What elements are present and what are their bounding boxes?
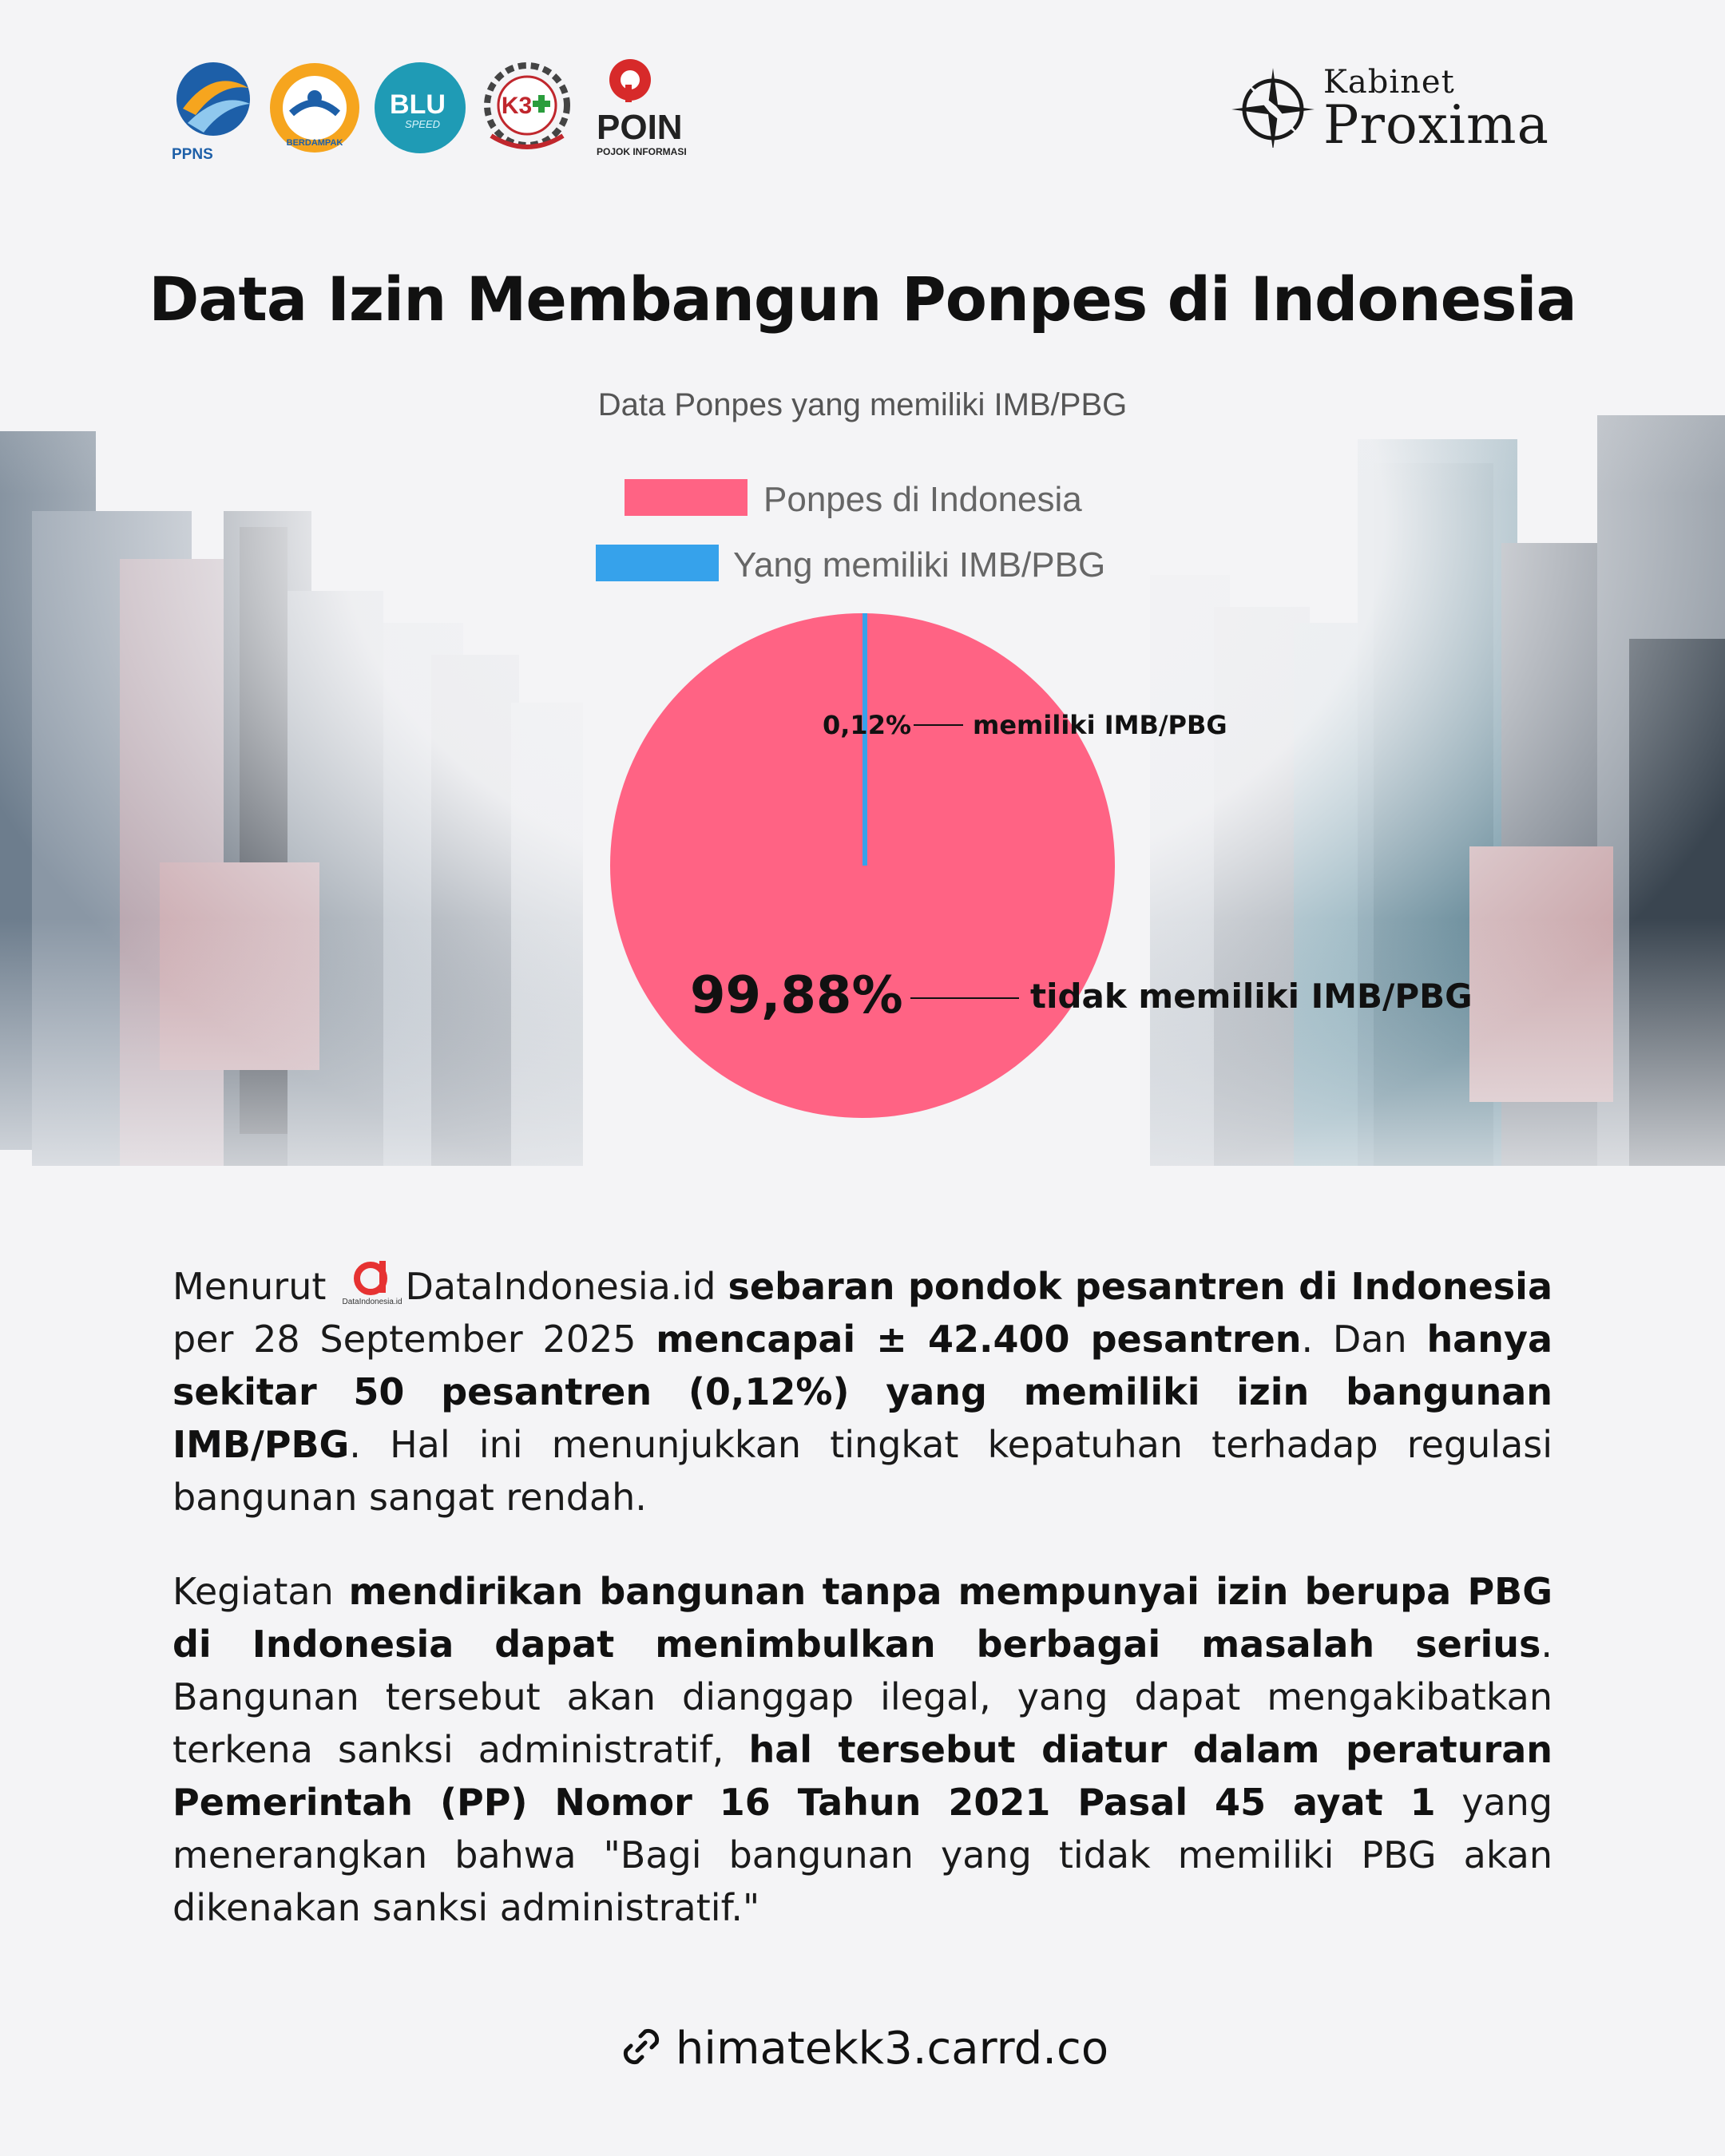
legend-swatch-imb <box>596 545 719 581</box>
link-icon <box>617 2022 666 2071</box>
p1-source: DataIndonesia.id <box>405 1265 716 1308</box>
dataindonesia-logo <box>339 1261 406 1306</box>
p1-bold-1: sebaran pondok pesantren di Indonesia <box>728 1265 1552 1308</box>
p2-text-2: . Bangunan tersebut akan dianggap ilegal, yang dapat mengakibatkan terkena sanksi administratif, <box>172 1623 1552 1771</box>
poin-logo <box>595 56 715 160</box>
star-logo-icon <box>1231 68 1319 148</box>
svg-text:PPNS: PPNS <box>172 146 213 163</box>
svg-text:K3: K3 <box>501 93 533 119</box>
svg-text:POJOK INFORMASI: POJOK INFORMASI <box>597 146 687 157</box>
p2-bold-2: hal tersebut diatur dalam peraturan Pemerintah (PP) Nomor 16 Tahun 2021 Pasal 45 ayat 1 <box>172 1728 1553 1824</box>
p2-text-3: yang menerangkan bahwa "Bagi bangunan yang tidak memiliki PBG akan dikenakan sanksi administratif." <box>172 1781 1553 1929</box>
legend-label-ponpes: Ponpes di Indonesia <box>763 480 1082 519</box>
brand-top-text: Kabinet <box>1323 64 1455 101</box>
partner-logos <box>172 56 731 163</box>
legend-swatch-ponpes <box>625 479 748 516</box>
pie-chart <box>0 367 1725 1166</box>
annotation-small <box>823 710 1227 740</box>
dataindonesia-icon <box>339 1261 406 1306</box>
chart-title: Data Ponpes yang memiliki IMB/PBG <box>597 387 1128 422</box>
p1-text-2: per 28 September 2025 <box>172 1318 636 1361</box>
p1-text-3: . Dan <box>1301 1318 1407 1361</box>
pie-slices <box>610 613 1115 1118</box>
p1-lead: Menurut <box>172 1265 327 1308</box>
brand-main-text: Proxima <box>1323 94 1549 156</box>
page-title: Data Izin Membangun Ponpes di Indonesia <box>149 264 1576 335</box>
slice-annotation-ponpes: tidak memiliki IMB/PBG <box>1030 977 1473 1016</box>
slice-annotation-imb: memiliki IMB/PBG <box>973 710 1227 740</box>
paragraph-source <box>172 1260 1552 1524</box>
ppns-logo <box>172 59 260 163</box>
slice-value-imb: 0,12% <box>823 710 912 740</box>
p1-bold-2: mencapai ± 42.400 pesantren <box>656 1318 1302 1361</box>
p2-text-1: Kegiatan <box>172 1570 334 1613</box>
footer-link[interactable] <box>0 2022 1725 2075</box>
k3-logo <box>475 56 579 160</box>
svg-text:POIN: POIN <box>597 108 683 147</box>
svg-text:SPEED: SPEED <box>404 118 441 130</box>
legend-label-imb: Yang memiliki IMB/PBG <box>733 545 1106 585</box>
svg-text:DataIndonesia.id: DataIndonesia.id <box>341 1298 402 1306</box>
kabinet-proxima-brand <box>1231 64 1551 156</box>
footer-url[interactable]: himatekk3.carrd.co <box>675 2023 1109 2075</box>
p2-bold-1: mendirikan bangunan tanpa mempunyai izin berupa PBG di Indonesia dapat menimbulkan berbagai masalah serius <box>172 1570 1552 1666</box>
paragraph-regulation <box>172 1565 1552 1934</box>
slice-value-ponpes: 99,88% <box>690 966 903 1025</box>
svg-text:BERDAMPAK: BERDAMPAK <box>286 138 343 148</box>
diktisaintek-logo <box>268 61 362 155</box>
chart-legend <box>596 479 1105 585</box>
p1-text-4: . Hal ini menunjukkan tingkat kepatuhan terhadap regulasi bangunan sangat rendah. <box>172 1423 1552 1519</box>
svg-text:BLU: BLU <box>390 89 446 120</box>
p1-bold-3: hanya sekitar 50 pesantren (0,12%) yang memiliki izin bangunan IMB/PBG <box>172 1318 1553 1466</box>
blu-logo <box>373 61 467 155</box>
